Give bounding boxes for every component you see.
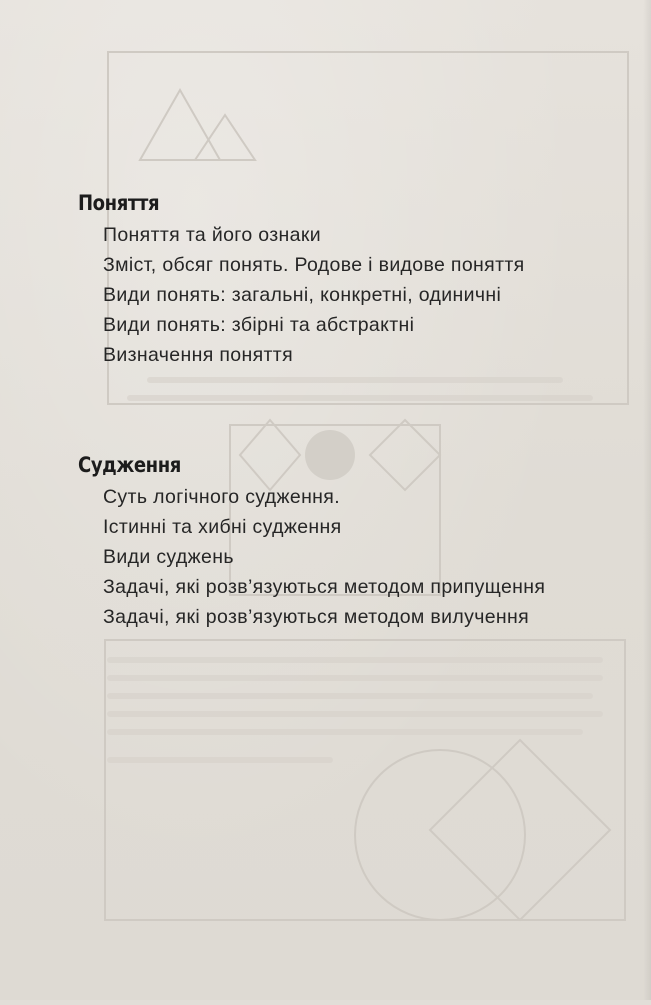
- page-edge-shadow: [643, 0, 651, 1000]
- topic-item: Види суджень: [103, 546, 234, 568]
- topic-item: Задачі, які розв’язуються методом припущення: [103, 576, 546, 598]
- topic-list-concept: [78, 220, 638, 370]
- topic-list-judgment: [78, 482, 638, 632]
- topic-item: Поняття та його ознаки: [103, 224, 321, 246]
- faint-triangle-1: [140, 90, 220, 160]
- faint-circle: [355, 750, 525, 920]
- topic-item: Види понять: збірні та абстрактні: [103, 314, 415, 336]
- topic-item: Суть логічного судження.: [103, 486, 340, 508]
- faint-frame-bottom: [105, 640, 625, 920]
- section-title-concept: Поняття: [78, 191, 160, 215]
- faint-diamond-3: [430, 740, 610, 920]
- section-title-judgment: Судження: [78, 453, 181, 477]
- topic-item: Визначення поняття: [103, 344, 293, 366]
- section-concept: [78, 190, 638, 370]
- faint-triangle-2: [195, 115, 255, 160]
- section-judgment: [78, 452, 638, 632]
- topic-item: Істинні та хибні судження: [103, 516, 342, 538]
- topic-item: Задачі, які розв’язуються методом вилучення: [103, 606, 530, 628]
- topic-item: Зміст, обсяг понять. Родове і видове поняття: [103, 254, 525, 276]
- topic-item: Види понять: загальні, конкретні, одиничні: [103, 284, 502, 306]
